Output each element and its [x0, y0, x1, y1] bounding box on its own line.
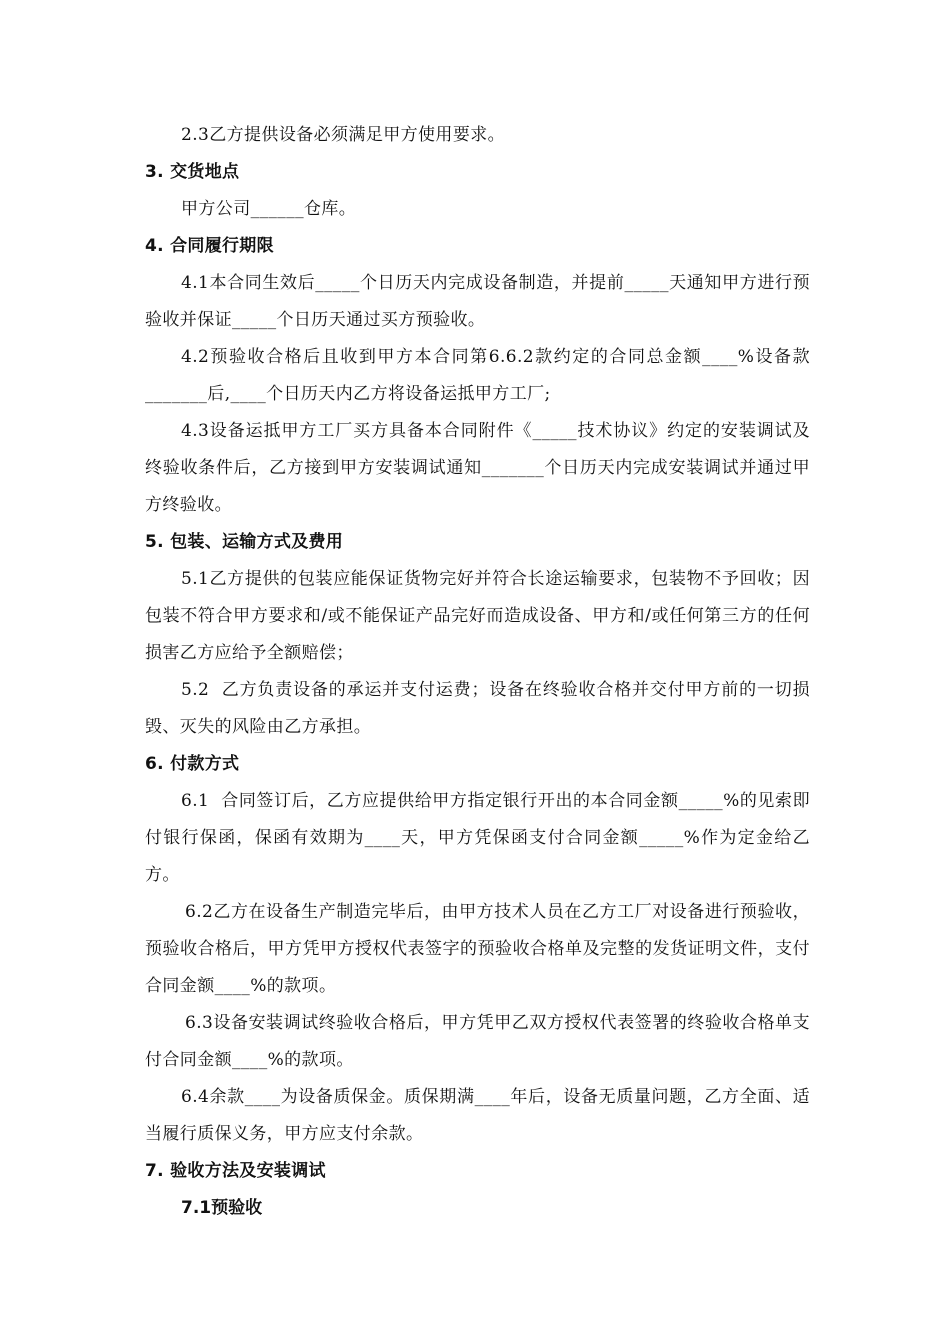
section-heading-payment: 6. 付款方式 — [145, 754, 240, 774]
delivery-location-text: 甲方公司______仓库。 — [181, 199, 357, 219]
clause-4-1: 4.1本合同生效后_____个日历天内完成设备制造，并提前_____天通知甲方进行预验收并保证_____个日历天通过买方预验收。 — [145, 273, 810, 330]
section-heading-packaging-transport: 5. 包装、运输方式及费用 — [145, 532, 344, 552]
section-heading-acceptance: 7. 验收方法及安装调试 — [145, 1161, 326, 1181]
clause-6-2: 6.2乙方在设备生产制造完毕后，由甲方技术人员在乙方工厂对设备进行预验收，预验收合格后，甲方凭甲方授权代表签字的预验收合格单及完整的发货证明文件，支付合同金额____%的款项。 — [145, 902, 810, 996]
clause-4-2: 4.2预验收合格后且收到甲方本合同第6.6.2款约定的合同总金额____%设备款_______后,____个日历天内乙方将设备运抵甲方工厂; — [145, 347, 810, 404]
clause-5-2: 5.2 乙方负责设备的承运并支付运费；设备在终验收合格并交付甲方前的一切损毁、灭失的风险由乙方承担。 — [145, 680, 810, 737]
document-body — [145, 117, 810, 1227]
clause-6-4: 6.4余款____为设备质保金。质保期满____年后，设备无质量问题，乙方全面、适当履行质保义务，甲方应支付余款。 — [145, 1087, 810, 1144]
clause-2-3: 2.3乙方提供设备必须满足甲方使用要求。 — [181, 125, 506, 145]
subsection-heading-pre-acceptance: 7.1预验收 — [181, 1198, 263, 1218]
clause-6-1: 6.1 合同签订后，乙方应提供给甲方指定银行开出的本合同金额_____%的见索即付银行保函，保函有效期为____天，甲方凭保函支付合同金额_____%作为定金给乙方。 — [145, 791, 810, 885]
section-heading-delivery-location: 3. 交货地点 — [145, 162, 240, 182]
clause-6-3: 6.3设备安装调试终验收合格后，甲方凭甲乙双方授权代表签署的终验收合格单支付合同金额____%的款项。 — [145, 1013, 810, 1070]
section-heading-performance-period: 4. 合同履行期限 — [145, 236, 274, 256]
clause-5-1: 5.1乙方提供的包装应能保证货物完好并符合长途运输要求，包装物不予回收；因包装不符合甲方要求和/或不能保证产品完好而造成设备、甲方和/或任何第三方的任何损害乙方应给予全额赔偿； — [145, 569, 810, 663]
clause-4-3: 4.3设备运抵甲方工厂买方具备本合同附件《_____技术协议》约定的安装调试及终验收条件后，乙方接到甲方安装调试通知_______个日历天内完成安装调试并通过甲方终验收。 — [145, 421, 810, 515]
